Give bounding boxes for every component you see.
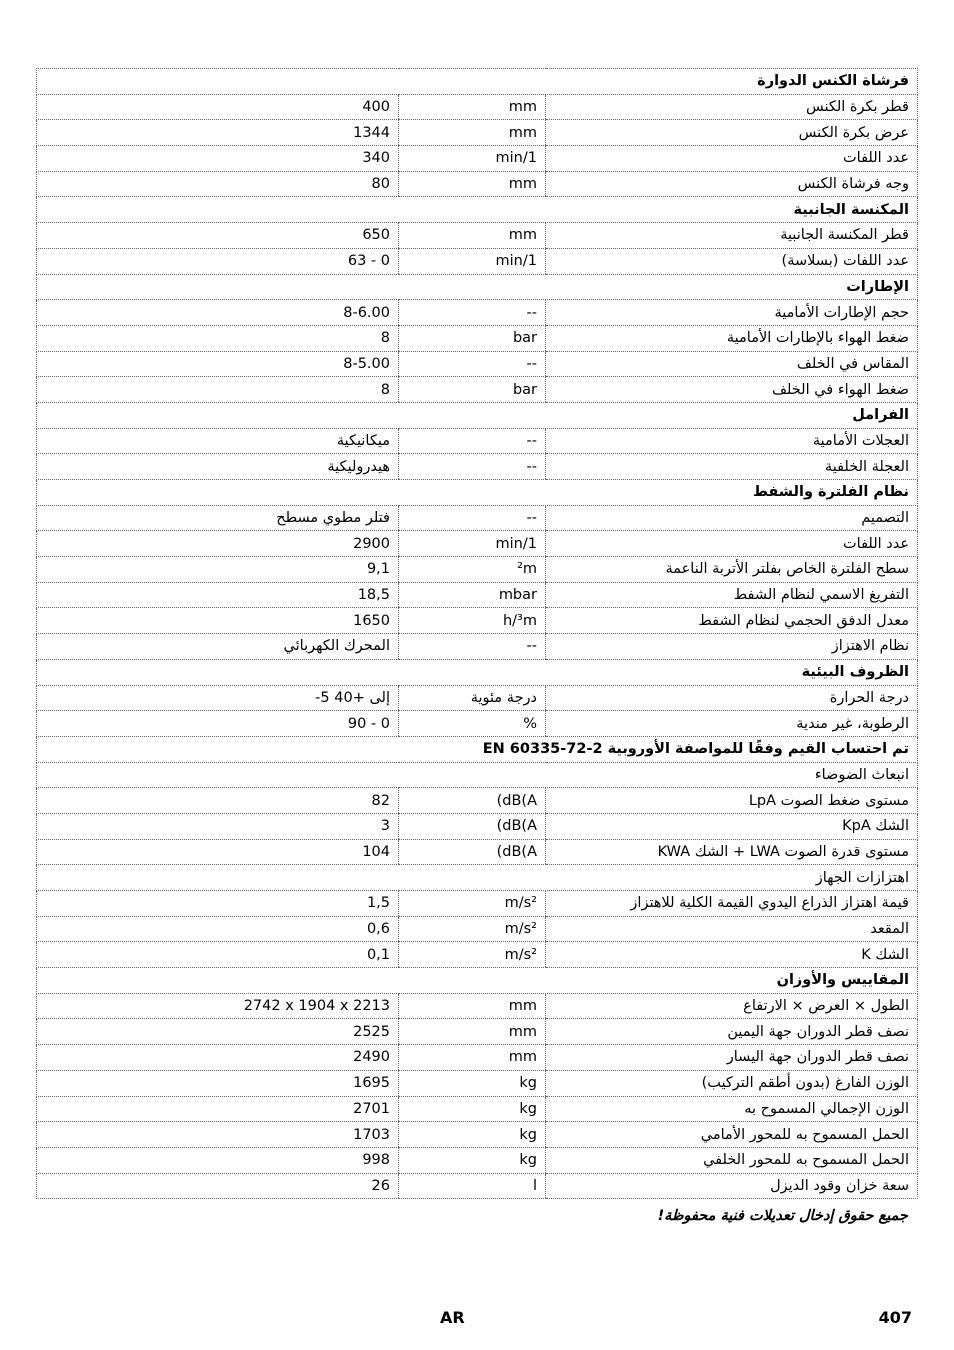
spec-row [37, 993, 918, 1019]
spec-unit: mm [399, 1019, 546, 1045]
spec-unit: -- [399, 634, 546, 660]
spec-row [37, 1045, 918, 1071]
spec-row [37, 557, 918, 583]
spec-unit: kg [399, 1147, 546, 1173]
spec-value: 1695 [37, 1070, 399, 1096]
spec-unit: m/s² [399, 891, 546, 917]
spec-row [37, 505, 918, 531]
spec-row [37, 351, 918, 377]
spec-unit: (dB(A [399, 813, 546, 839]
spec-unit: l [399, 1173, 546, 1199]
section-heading-row [37, 402, 918, 428]
spec-row [37, 1096, 918, 1122]
spec-unit: m/s² [399, 942, 546, 968]
spec-unit: bar [399, 325, 546, 351]
section-heading-row [37, 480, 918, 506]
section-heading: الظروف البيئية [37, 659, 918, 685]
spec-unit: kg [399, 1122, 546, 1148]
spec-value: 90 - 0 [37, 711, 399, 737]
footer-language: AR [440, 1308, 465, 1327]
spec-label: الشك KpA [546, 813, 918, 839]
spec-value: 63 - 0 [37, 248, 399, 274]
spec-value: 0,1 [37, 942, 399, 968]
spec-unit: bar [399, 377, 546, 403]
spec-unit: ²m [399, 557, 546, 583]
spec-label: الحمل المسموح به للمحور الأمامي [546, 1122, 918, 1148]
spec-unit: mm [399, 120, 546, 146]
spec-unit: -- [399, 351, 546, 377]
spec-value: 1650 [37, 608, 399, 634]
spec-row [37, 608, 918, 634]
spec-row [37, 813, 918, 839]
spec-label: الطول × العرض × الارتفاع [546, 993, 918, 1019]
spec-label: الشك K [546, 942, 918, 968]
spec-unit: min/1 [399, 146, 546, 172]
spec-label: الحمل المسموح به للمحور الخلفي [546, 1147, 918, 1173]
spec-unit: -- [399, 505, 546, 531]
subsection-row [37, 762, 918, 788]
spec-value: المحرك الكهربائي [37, 634, 399, 660]
spec-value: 82 [37, 788, 399, 814]
spec-value: 80 [37, 171, 399, 197]
spec-label: الوزن الإجمالي المسموح به [546, 1096, 918, 1122]
subsection-row [37, 865, 918, 891]
spec-row [37, 1070, 918, 1096]
section-heading: الفرامل [37, 402, 918, 428]
spec-value: 8-5.00 [37, 351, 399, 377]
spec-row [37, 531, 918, 557]
spec-row [37, 377, 918, 403]
section-heading: فرشاة الكنس الدوارة [37, 69, 918, 95]
section-heading-row [37, 659, 918, 685]
spec-row [37, 1019, 918, 1045]
subsection-heading: انبعاث الضوضاء [37, 762, 918, 788]
spec-unit: mm [399, 171, 546, 197]
section-heading-row [37, 69, 918, 95]
section-heading: المكنسة الجانبية [37, 197, 918, 223]
spec-unit: m/s² [399, 916, 546, 942]
section-heading: نظام الفلترة والشفط [37, 480, 918, 506]
spec-value: 8-6.00 [37, 300, 399, 326]
section-heading-row [37, 736, 918, 762]
spec-value: 104 [37, 839, 399, 865]
spec-row [37, 454, 918, 480]
section-heading: الإطارات [37, 274, 918, 300]
section-heading-row [37, 197, 918, 223]
spec-row [37, 171, 918, 197]
spec-value: ميكانيكية [37, 428, 399, 454]
spec-row [37, 916, 918, 942]
spec-label: عدد اللفات (بسلاسة) [546, 248, 918, 274]
page-number: 407 [878, 1308, 912, 1327]
spec-label: نظام الاهتزاز [546, 634, 918, 660]
spec-label: التصميم [546, 505, 918, 531]
spec-value: 2701 [37, 1096, 399, 1122]
spec-value: 3 [37, 813, 399, 839]
section-heading: المقاييس والأوزان [37, 968, 918, 994]
spec-value: 2742 x 1904 x 2213 [37, 993, 399, 1019]
spec-value: 400 [37, 94, 399, 120]
spec-label: قطر المكنسة الجانبية [546, 223, 918, 249]
spec-label: مستوى قدرة الصوت LWA + الشك KWA [546, 839, 918, 865]
spec-unit: kg [399, 1096, 546, 1122]
spec-row [37, 94, 918, 120]
section-heading-row [37, 968, 918, 994]
spec-label: معدل الدفق الحجمي لنظام الشفط [546, 608, 918, 634]
spec-label: عرض بكرة الكنس [546, 120, 918, 146]
spec-value: 1,5 [37, 891, 399, 917]
spec-row [37, 223, 918, 249]
spec-label: عدد اللفات [546, 146, 918, 172]
spec-label: حجم الإطارات الأمامية [546, 300, 918, 326]
spec-value: 26 [37, 1173, 399, 1199]
spec-row [37, 634, 918, 660]
spec-row [37, 248, 918, 274]
spec-label: المقاس في الخلف [546, 351, 918, 377]
spec-row [37, 1147, 918, 1173]
spec-label: نصف قطر الدوران جهة اليسار [546, 1045, 918, 1071]
spec-value: 998 [37, 1147, 399, 1173]
spec-value: 340 [37, 146, 399, 172]
spec-row [37, 839, 918, 865]
spec-label: المقعد [546, 916, 918, 942]
spec-label: وجه فرشاة الكنس [546, 171, 918, 197]
spec-unit: -- [399, 428, 546, 454]
spec-row [37, 942, 918, 968]
spec-unit: (dB(A [399, 839, 546, 865]
spec-row [37, 685, 918, 711]
spec-label: درجة الحرارة [546, 685, 918, 711]
spec-unit: -- [399, 300, 546, 326]
spec-unit: min/1 [399, 531, 546, 557]
spec-unit: -- [399, 454, 546, 480]
spec-label: الرطوبة، غير مندية [546, 711, 918, 737]
section-heading: تم احتساب القيم وفقًا للمواصفة الأوروبية EN 60335-72-2 [37, 736, 918, 762]
spec-value: 0,6 [37, 916, 399, 942]
spec-value: 2525 [37, 1019, 399, 1045]
spec-label: قطر بكرة الكنس [546, 94, 918, 120]
spec-row [37, 582, 918, 608]
section-heading-row [37, 274, 918, 300]
spec-value: 9,1 [37, 557, 399, 583]
spec-label: ضغط الهواء في الخلف [546, 377, 918, 403]
spec-value: 2490 [37, 1045, 399, 1071]
spec-value: 650 [37, 223, 399, 249]
spec-row [37, 1122, 918, 1148]
spec-label: العجلة الخلفية [546, 454, 918, 480]
spec-row [37, 428, 918, 454]
spec-label: التفريغ الاسمي لنظام الشفط [546, 582, 918, 608]
spec-unit: min/1 [399, 248, 546, 274]
spec-row [37, 891, 918, 917]
spec-label: عدد اللفات [546, 531, 918, 557]
specifications-table [36, 68, 918, 1199]
spec-label: سطح الفلترة الخاص بفلتر الأتربة الناعمة [546, 557, 918, 583]
spec-value: 1703 [37, 1122, 399, 1148]
spec-label: مستوى ضغط الصوت LpA [546, 788, 918, 814]
spec-value: هيدروليكية [37, 454, 399, 480]
spec-value: 1344 [37, 120, 399, 146]
spec-unit: mm [399, 993, 546, 1019]
spec-unit: mbar [399, 582, 546, 608]
spec-unit: kg [399, 1070, 546, 1096]
spec-row [37, 711, 918, 737]
spec-label: سعة خزان وقود الديزل [546, 1173, 918, 1199]
spec-label: الوزن الفارغ (بدون أطقم التركيب) [546, 1070, 918, 1096]
spec-unit: (dB(A [399, 788, 546, 814]
footnote: جميع حقوق إدخال تعديلات فنية محفوظة! [657, 1208, 908, 1224]
spec-value: -5 إلى +40 [37, 685, 399, 711]
spec-row [37, 300, 918, 326]
spec-unit: h/³m [399, 608, 546, 634]
subsection-heading: اهتزازات الجهاز [37, 865, 918, 891]
spec-value: 2900 [37, 531, 399, 557]
specifications-body [37, 69, 918, 1199]
spec-unit: mm [399, 223, 546, 249]
spec-value: فتلر مطوي مسطح [37, 505, 399, 531]
spec-row [37, 325, 918, 351]
spec-label: العجلات الأمامية [546, 428, 918, 454]
spec-label: نصف قطر الدوران جهة اليمين [546, 1019, 918, 1045]
spec-unit: درجة مئوية [399, 685, 546, 711]
spec-row [37, 788, 918, 814]
spec-unit: mm [399, 1045, 546, 1071]
spec-value: 8 [37, 377, 399, 403]
spec-unit: % [399, 711, 546, 737]
spec-value: 8 [37, 325, 399, 351]
spec-row [37, 1173, 918, 1199]
spec-unit: mm [399, 94, 546, 120]
spec-value: 18,5 [37, 582, 399, 608]
spec-row [37, 120, 918, 146]
spec-label: ضغط الهواء بالإطارات الأمامية [546, 325, 918, 351]
spec-label: قيمة اهتزاز الذراع اليدوي القيمة الكلية للاهتزاز [546, 891, 918, 917]
spec-row [37, 146, 918, 172]
